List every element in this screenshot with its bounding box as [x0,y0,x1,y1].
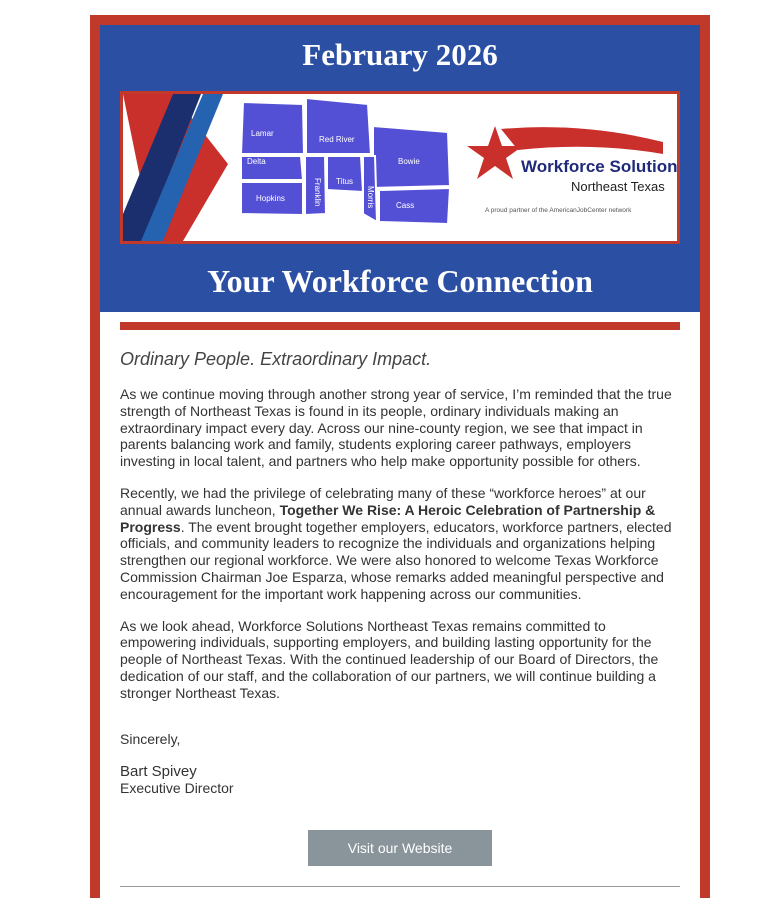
svg-text:Red River: Red River [319,135,355,144]
signer-name: Bart Spivey [120,762,197,780]
svg-text:Cass: Cass [396,201,415,210]
paragraph-2-intro: Recently, we had the privilege of celebrating many of these “workforce heroes” at our annual awards luncheon, [120,484,646,518]
svg-text:Titus: Titus [336,177,354,186]
paragraph-2-body: . The event brought together employers, educators, workforce partners, elected officials, and community leaders to recognize the individuals and organizations helping strengthen our regional workforce. We were also honored to welcome Texas Workforce Commission Chairman Joe Esparza, whose remarks added meaningful perspective and encouragement for the important work happening across our communities. [120,518,672,602]
svg-text:Franklin: Franklin [313,178,322,207]
visit-website-button[interactable]: Visit our Website [308,830,492,866]
county-titus [327,156,363,192]
logo-line1: Workforce Solutions [521,157,677,176]
partner-text: A proud partner of the AmericanJobCenter network [485,207,632,214]
signoff: Sincerely, [120,730,181,747]
wfs-logo [467,126,677,214]
logo-line2: Northeast Texas [571,179,665,194]
article [120,349,680,796]
paragraph-1: As we continue moving through another strong year of service, I’m reminded that the true strength of Northeast Texas is found in its people, ordinary individuals making an extraordinary impact every day. Across our nine-county region, we see that impact in parents balancing work and family, students exploring career pathways, employers investing in local talent, and partners who help make opportunity possible for others. [120,386,672,470]
paragraph-2 [120,485,680,603]
divider-bar [120,322,680,330]
svg-text:Delta: Delta [247,157,266,166]
newsletter-frame [90,15,710,898]
svg-text:Bowie: Bowie [398,157,420,166]
article-subtitle: Ordinary People. Extraordinary Impact. [120,349,432,369]
newsletter-body [100,25,700,898]
signer-title: Executive Director [120,779,234,796]
banner-image [120,91,680,244]
swoosh-graphic [501,127,663,154]
newsletter-title: Your Workforce Connection [207,263,593,299]
county-red-river [306,98,371,154]
county-cass [379,188,450,224]
header-block [100,25,700,312]
county-lamar [241,102,304,154]
issue-date: February 2026 [302,37,498,72]
svg-text:Hopkins: Hopkins [256,194,285,203]
svg-text:Lamar: Lamar [251,129,274,138]
event-name: Together We Rise: A Heroic Celebration of Partnership & Progress [120,501,656,535]
footer-divider [120,886,680,887]
svg-text:Morris: Morris [366,186,375,209]
paragraph-3: As we look ahead, Workforce Solutions Northeast Texas remains committed to empowering individuals, supporting employers, and building lasting opportunity for the people of Northeast Texas. With the continued leadership of our Board of Directors, the dedication of our staff, and the collaboration of our partners, we will continue building a stronger Northeast Texas. [120,617,659,701]
banner-graphic [123,94,677,241]
